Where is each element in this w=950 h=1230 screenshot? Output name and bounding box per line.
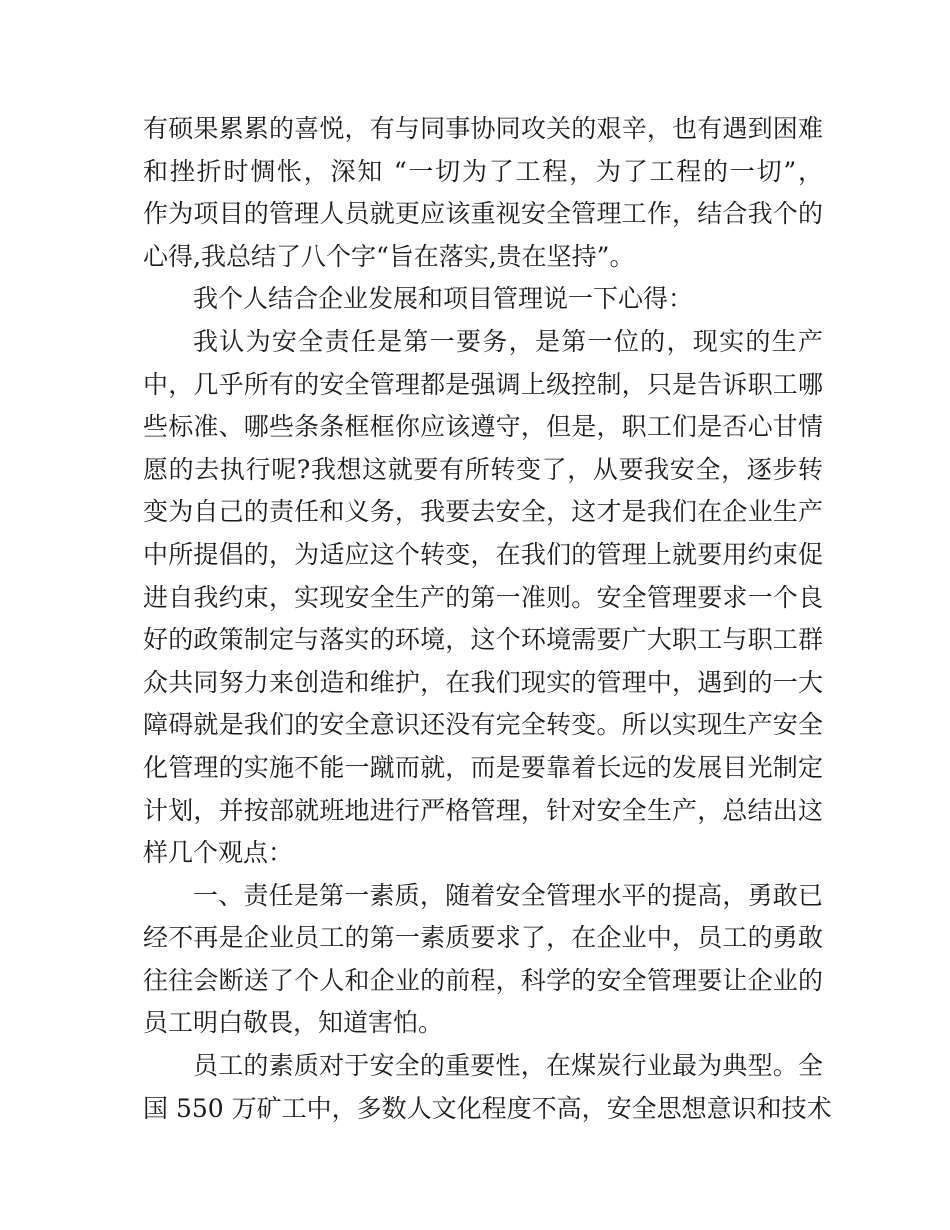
text-line: 变为自己的责任和义务，我要去安全，这才是我们在企业生产 xyxy=(143,497,823,527)
text-line: 往往会断送了个人和企业的前程，科学的安全管理要让企业的 xyxy=(143,965,823,995)
document-body xyxy=(143,108,832,1130)
text-line: 进自我约束，实现安全生产的第一准则。安全管理要求一个良 xyxy=(143,582,823,612)
text-line: 一、责任是第一素质，随着安全管理水平的提高，勇敢已 xyxy=(193,880,823,910)
text-line: 员工的素质对于安全的重要性，在煤炭行业最为典型。全 xyxy=(193,1051,823,1081)
text-line: 计划，并按部就班地进行严格管理，针对安全生产，总结出这 xyxy=(143,795,823,825)
text-line: 经不再是企业员工的第一素质要求了，在企业中，员工的勇敢 xyxy=(143,923,823,953)
text-line: 愿的去执行呢?我想这就要有所转变了，从要我安全，逐步转 xyxy=(143,454,823,484)
text-line: 员工明白敬畏，知道害怕。 xyxy=(143,1008,444,1038)
text-line: 好的政策制定与落实的环境，这个环境需要广大职工与职工群 xyxy=(143,625,823,655)
text-line: 国 550 万矿工中，多数人文化程度不高，安全思想意识和技术 xyxy=(143,1093,832,1123)
text-line: 众共同努力来创造和维护，在我们现实的管理中，遇到的一大 xyxy=(143,667,823,697)
text-line: 化管理的实施不能一蹴而就，而是要靠着长远的发展目光制定 xyxy=(143,752,823,782)
text-line: 中所提倡的，为适应这个转变，在我们的管理上就要用约束促 xyxy=(143,539,823,569)
text-line: 些标准、哪些条条框框你应该遵守，但是，职工们是否心甘情 xyxy=(143,412,823,442)
text-line: 样几个观点： xyxy=(143,838,294,868)
text-line: 心得,我总结了八个字“旨在落实,贵在坚持”。 xyxy=(143,241,635,271)
text-line: 有硕果累累的喜悦，有与同事协同攻关的艰辛，也有遇到困难 xyxy=(143,114,823,143)
text-line: 障碍就是我们的安全意识还没有完全转变。所以实现生产安全 xyxy=(143,710,823,740)
text-line: 和挫折时惆怅，深知 “一切为了工程，为了工程的一切”， xyxy=(143,156,823,186)
text-line: 我认为安全责任是第一要务，是第一位的，现实的生产 xyxy=(193,326,823,356)
text-line: 中，几乎所有的安全管理都是强调上级控制，只是告诉职工哪 xyxy=(143,369,823,399)
text-line: 作为项目的管理人员就更应该重视安全管理工作，结合我个的 xyxy=(143,199,823,229)
text-line: 我个人结合企业发展和项目管理说一下心得： xyxy=(193,284,694,314)
